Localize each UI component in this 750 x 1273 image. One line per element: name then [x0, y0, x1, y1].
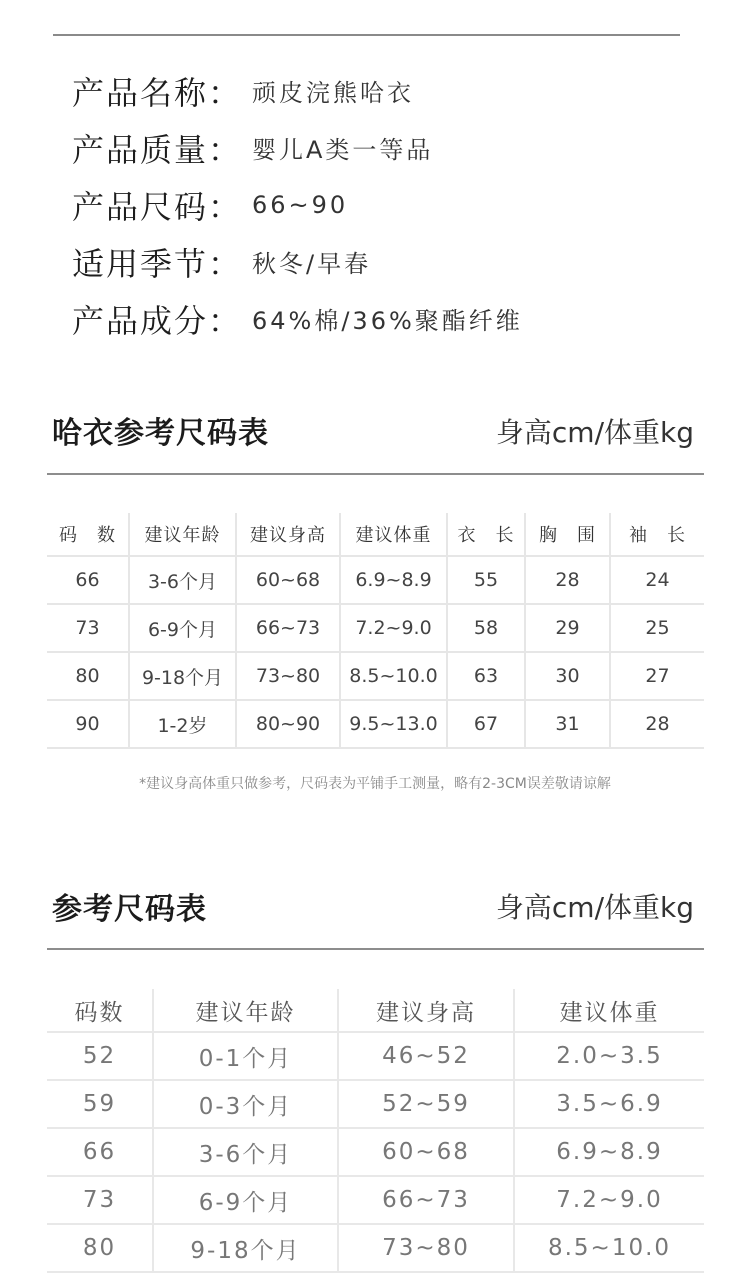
table-cell: 25	[610, 604, 704, 652]
table-cell: 46~52	[338, 1032, 514, 1080]
table-cell: 31	[525, 700, 610, 748]
info-row	[72, 62, 523, 119]
table-row	[47, 1176, 704, 1224]
table-cell: 73	[47, 1176, 153, 1224]
table-cell: 28	[610, 700, 704, 748]
table-cell: 9.5~13.0	[340, 700, 447, 748]
table-cell: 63	[447, 652, 525, 700]
romper-size-table	[47, 513, 704, 749]
table-row	[47, 1128, 704, 1176]
table-cell: 8.5~10.0	[514, 1224, 704, 1272]
top-divider	[53, 34, 680, 36]
header-cell: 建议体重	[514, 989, 704, 1032]
section1-unit: 身高cm/体重kg	[495, 416, 694, 449]
info-value-quality: 婴儿A类一等品	[252, 136, 434, 164]
table-cell: 29	[525, 604, 610, 652]
section1-title: 哈衣参考尺码表	[52, 416, 269, 451]
header-cell: 建议年龄	[153, 989, 338, 1032]
table-row	[47, 1224, 704, 1272]
table-row	[47, 1080, 704, 1128]
header-cell: 胸 围	[525, 513, 610, 556]
info-row	[72, 233, 523, 290]
reference-size-table	[47, 989, 704, 1273]
section2-divider	[47, 948, 704, 950]
table-cell: 66~73	[236, 604, 340, 652]
table-cell: 0-1个月	[153, 1032, 338, 1080]
table-header-row	[47, 513, 704, 556]
header-cell: 建议身高	[338, 989, 514, 1032]
table-cell: 60~68	[338, 1128, 514, 1176]
header-cell: 码 数	[47, 513, 129, 556]
header-cell: 衣 长	[447, 513, 525, 556]
table-cell: 66	[47, 1128, 153, 1176]
table-row	[47, 604, 704, 652]
size-note: *建议身高体重只做参考，尺码表为平铺手工测量，略有2-3CM误差敬请谅解	[139, 776, 611, 792]
table-cell: 52~59	[338, 1080, 514, 1128]
info-label-size: 产品尺码：	[72, 187, 243, 226]
header-cell: 建议身高	[236, 513, 340, 556]
table-cell: 28	[525, 556, 610, 604]
table-cell: 8.5~10.0	[340, 652, 447, 700]
table-cell: 73	[47, 604, 129, 652]
info-label-name: 产品名称：	[72, 73, 243, 112]
table-cell: 66	[47, 556, 129, 604]
info-label-season: 适用季节：	[72, 244, 243, 283]
table-cell: 80~90	[236, 700, 340, 748]
table-cell: 80	[47, 652, 129, 700]
table-cell: 9-18个月	[153, 1224, 338, 1272]
table-row	[47, 652, 704, 700]
table-cell: 30	[525, 652, 610, 700]
info-label-material: 产品成分：	[72, 301, 243, 340]
table-cell: 9-18个月	[129, 652, 236, 700]
table-cell: 2.0~3.5	[514, 1032, 704, 1080]
table-cell: 58	[447, 604, 525, 652]
table-row	[47, 556, 704, 604]
table-cell: 7.2~9.0	[514, 1176, 704, 1224]
table-cell: 59	[47, 1080, 153, 1128]
header-cell: 建议体重	[340, 513, 447, 556]
table-row	[47, 1032, 704, 1080]
header-cell: 袖 长	[610, 513, 704, 556]
section2-title: 参考尺码表	[52, 892, 207, 927]
table-cell: 24	[610, 556, 704, 604]
table-cell: 6.9~8.9	[514, 1128, 704, 1176]
table-cell: 55	[447, 556, 525, 604]
info-value-material: 64%棉/36%聚酯纤维	[252, 307, 523, 335]
header-cell: 码数	[47, 989, 153, 1032]
info-label-quality: 产品质量：	[72, 130, 243, 169]
info-row	[72, 176, 523, 233]
product-info	[72, 62, 523, 347]
table-cell: 3.5~6.9	[514, 1080, 704, 1128]
table-cell: 67	[447, 700, 525, 748]
table-cell: 3-6个月	[153, 1128, 338, 1176]
info-row	[72, 290, 523, 347]
section1-divider	[47, 473, 704, 475]
section2-unit: 身高cm/体重kg	[495, 891, 694, 924]
table-cell: 73~80	[236, 652, 340, 700]
table-cell: 80	[47, 1224, 153, 1272]
table-cell: 66~73	[338, 1176, 514, 1224]
table-cell: 3-6个月	[129, 556, 236, 604]
table-cell: 6-9个月	[153, 1176, 338, 1224]
table-cell: 0-3个月	[153, 1080, 338, 1128]
table-header-row	[47, 989, 704, 1032]
table-cell: 52	[47, 1032, 153, 1080]
info-value-name: 顽皮浣熊哈衣	[252, 79, 414, 107]
info-value-season: 秋冬/早春	[252, 250, 372, 278]
info-row	[72, 119, 523, 176]
table-cell: 6.9~8.9	[340, 556, 447, 604]
table-cell: 60~68	[236, 556, 340, 604]
table-row	[47, 700, 704, 748]
table-cell: 73~80	[338, 1224, 514, 1272]
table-cell: 1-2岁	[129, 700, 236, 748]
info-value-size: 66~90	[252, 190, 349, 219]
header-cell: 建议年龄	[129, 513, 236, 556]
table-cell: 7.2~9.0	[340, 604, 447, 652]
table-cell: 27	[610, 652, 704, 700]
table-cell: 90	[47, 700, 129, 748]
table-cell: 6-9个月	[129, 604, 236, 652]
